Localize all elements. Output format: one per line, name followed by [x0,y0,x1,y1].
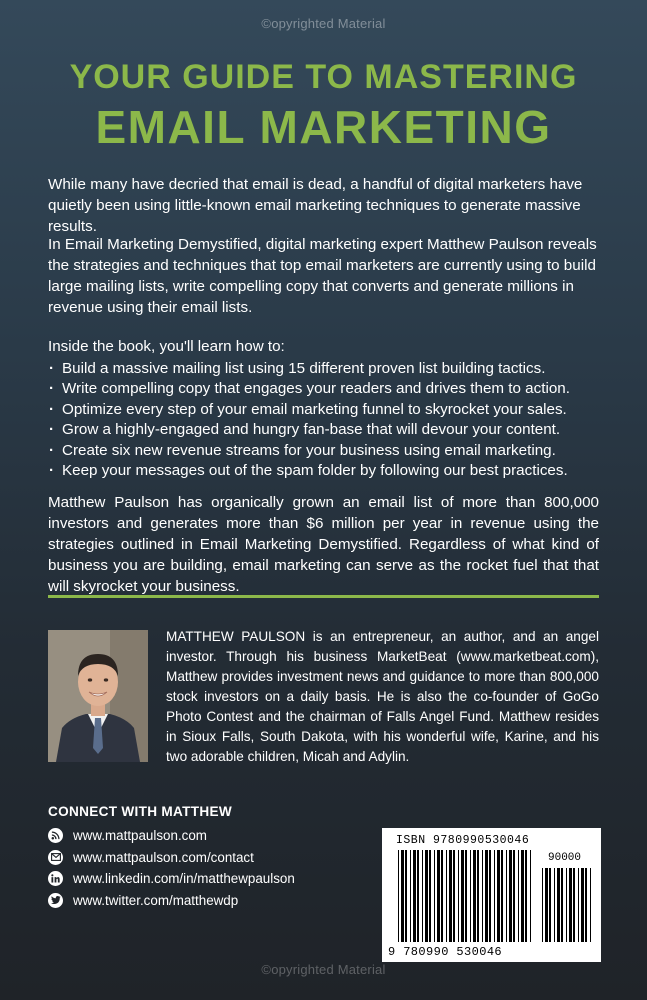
isbn-label: ISBN 9780990530046 [396,834,530,847]
list-item: · Create six new revenue streams for your business using email marketing. [48,441,570,461]
isbn-barcode [382,828,601,962]
list-intro: Inside the book, you'll learn how to: [48,338,285,355]
benefits-list [48,359,570,481]
contact-twitter[interactable] [48,890,295,912]
contact-website[interactable] [48,825,295,847]
author-bio: MATTHEW PAULSON is an entrepreneur, an author, and an angel investor. Through his business MarketBeat (www.marketbeat.com), Matthew provides investment news and guidance to more than 800,000 stock investors on a daily basis. He is also the co-founder of GoGo Photo Contest and the chairman of Falls Angel Fund. Matthew resides in Sioux Falls, South Dakota, with his wonderful wife, Karine, and his two adorable children, Micah and Adylin. [166,629,599,764]
list-item: · Grow a highly-engaged and hungry fan-base that will devour your content. [48,420,570,440]
contact-text: www.mattpaulson.com [73,828,207,844]
title-line-2: EMAIL MARKETING [95,101,552,153]
contact-email[interactable] [48,847,295,869]
contact-text: www.twitter.com/matthewdp [73,892,239,908]
barcode-graphic [382,828,601,962]
list-item: · Optimize every step of your email marketing funnel to skyrocket your sales. [48,400,570,420]
contact-linkedin[interactable] [48,868,295,890]
closing-paragraph: Matthew Paulson has organically grown an email list of more than 800,000 investors and generates more than $6 million per year in revenue using the strategies outlined in Email Marketing Demystified. Regardless of what kind of business you are building, email marketing can serve as the rocket fuel that that will skyrocket your business. [48,494,599,595]
intro-paragraph: While many have decried that email is dead, a handful of digital marketers have quietly been using little-known email marketing techniques to generate massive results. [48,176,583,235]
linkedin-icon [48,871,63,886]
contact-list [48,825,295,911]
barcode-digits: 9 780990 530046 [388,945,503,959]
section-divider [48,595,599,598]
list-item: · Keep your messages out of the spam folder by following our best practices. [48,461,570,481]
twitter-icon [48,893,63,908]
watermark-bottom: ©opyrighted Material [261,962,386,977]
price-code: 90000 [548,852,582,864]
rss-icon [48,828,63,843]
mail-icon [48,850,63,865]
list-item: · Write compelling copy that engages your readers and drives them to action. [48,379,570,399]
connect-heading: CONNECT WITH MATTHEW [48,804,232,819]
contact-text: www.mattpaulson.com/contact [73,849,254,865]
contact-text: www.linkedin.com/in/matthewpaulson [73,871,295,887]
watermark-top: ©opyrighted Material [261,16,386,31]
summary-paragraph: In Email Marketing Demystified, digital marketing expert Matthew Paulson reveals the strategies and techniques that top email marketers are currently using to build large mailing lists, write compelling copy that converts and generate millions in revenue using their email lists. [48,236,597,316]
author-photo [48,630,148,762]
title-line-1: YOUR GUIDE TO MASTERING [69,58,578,96]
list-item: · Build a massive mailing list using 15 different proven list building tactics. [48,359,570,379]
